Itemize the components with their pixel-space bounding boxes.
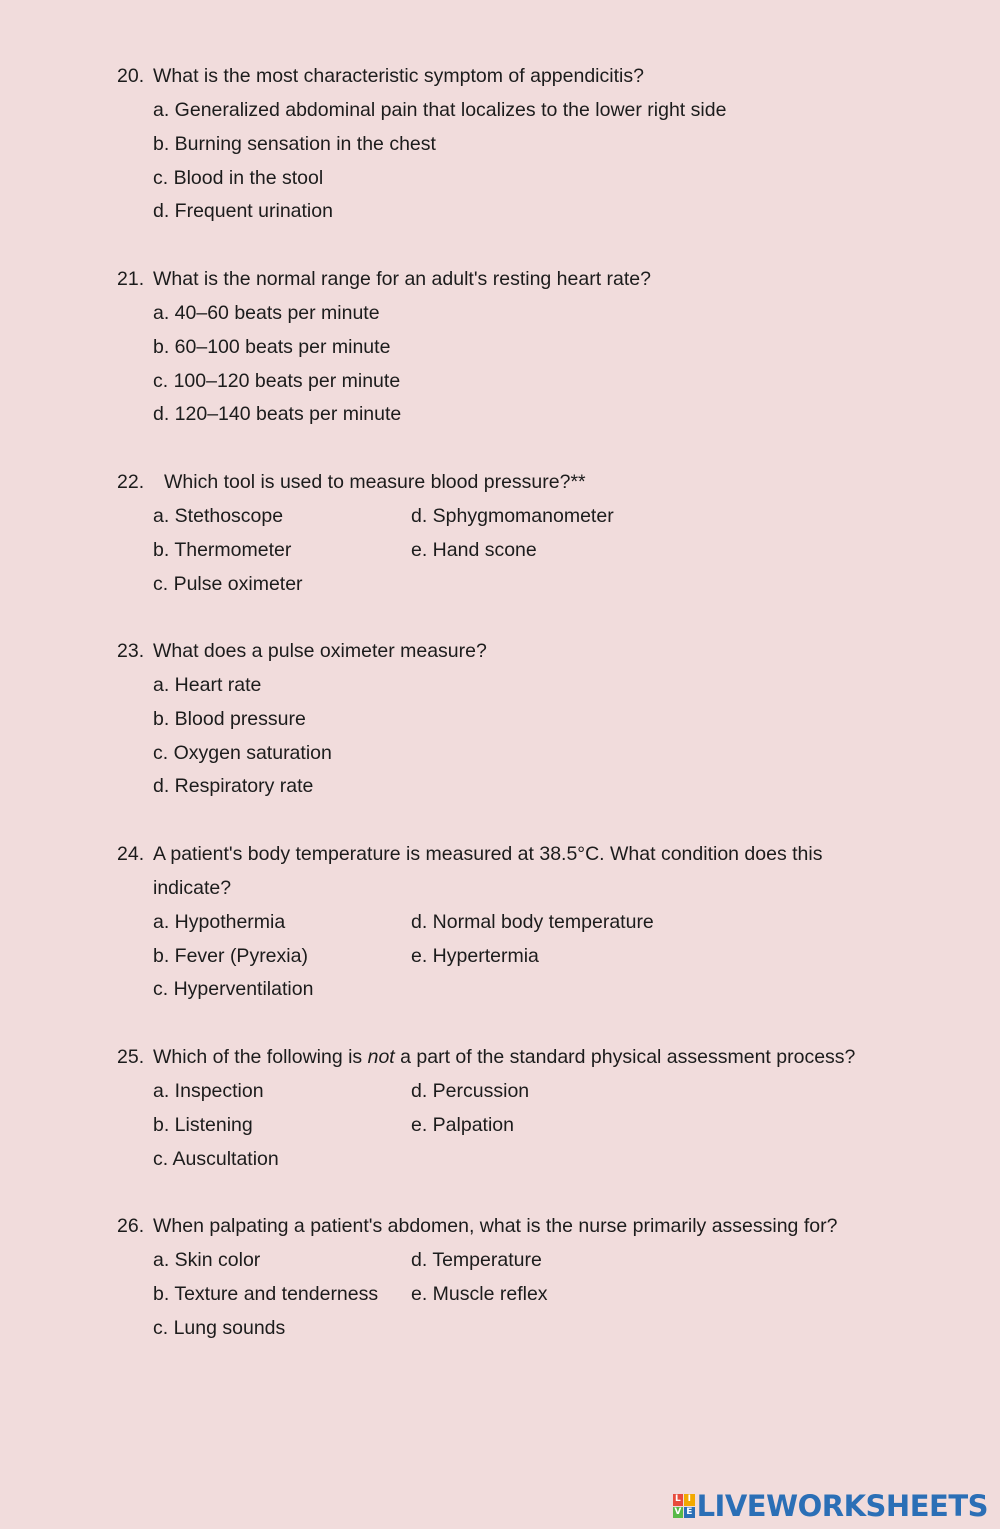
answer-option[interactable]: e. Hypertermia (411, 945, 539, 967)
answer-option[interactable]: b. Texture and tenderness (153, 1283, 379, 1305)
question-text: What is the most characteristic symptom of appendicitis? (153, 65, 644, 87)
answer-option[interactable]: a. Skin color (153, 1249, 261, 1271)
answer-option[interactable]: c. Auscultation (153, 1148, 279, 1170)
question-number: 23. (117, 640, 145, 662)
answer-option[interactable]: c. Blood in the stool (153, 167, 324, 189)
answer-option[interactable]: c. Hyperventilation (153, 978, 314, 1000)
answer-option[interactable]: e. Hand scone (411, 539, 537, 561)
answer-option[interactable]: b. Listening (153, 1114, 253, 1136)
question-number: 22. (117, 471, 145, 493)
liveworksheets-logo-icon (673, 1494, 695, 1518)
question-number: 25. (117, 1046, 145, 1068)
question-text (153, 1045, 855, 1069)
answer-option[interactable]: c. Lung sounds (153, 1317, 286, 1339)
question-number: 20. (117, 65, 145, 87)
answer-option[interactable]: a. 40–60 beats per minute (153, 302, 380, 324)
answer-option[interactable]: c. Oxygen saturation (153, 742, 332, 764)
question-number: 26. (117, 1215, 145, 1237)
answer-option[interactable]: b. Thermometer (153, 539, 292, 561)
logo-mark-letter: E (684, 1507, 695, 1519)
liveworksheets-logo[interactable] (673, 1488, 988, 1524)
answer-option[interactable]: b. Burning sensation in the chest (153, 133, 436, 155)
answer-option[interactable]: a. Heart rate (153, 674, 262, 696)
question-text-emphasis: not (367, 1046, 395, 1068)
answer-option[interactable]: d. Temperature (411, 1249, 542, 1271)
answer-option[interactable]: d. Sphygmomanometer (411, 505, 614, 527)
answer-option[interactable]: a. Generalized abdominal pain that localizes to the lower right side (153, 99, 727, 121)
answer-option[interactable]: d. 120–140 beats per minute (153, 403, 402, 425)
answer-option[interactable]: d. Respiratory rate (153, 775, 314, 797)
question-text-before: Which of the following is (153, 1046, 368, 1068)
answer-option[interactable]: b. Fever (Pyrexia) (153, 945, 308, 967)
question-text-continued: indicate? (153, 877, 232, 899)
question-text: What is the normal range for an adult's resting heart rate? (153, 268, 651, 290)
answer-option[interactable]: d. Percussion (411, 1080, 530, 1102)
answer-option[interactable]: e. Palpation (411, 1114, 514, 1136)
answer-option[interactable]: a. Hypothermia (153, 911, 286, 933)
logo-text: LIVEWORKSHEETS (696, 1489, 988, 1523)
question-text: When palpating a patient's abdomen, what is the nurse primarily assessing for? (153, 1215, 838, 1237)
answer-option[interactable]: d. Normal body temperature (411, 911, 654, 933)
answer-option[interactable]: a. Inspection (153, 1080, 264, 1102)
question-text-after: a part of the standard physical assessment process? (394, 1046, 856, 1068)
question-text: Which tool is used to measure blood pressure?** (164, 471, 586, 493)
answer-option[interactable]: c. 100–120 beats per minute (153, 370, 401, 392)
logo-mark-letter: V (674, 1506, 682, 1517)
answer-option[interactable]: b. 60–100 beats per minute (153, 336, 391, 358)
answer-option[interactable]: c. Pulse oximeter (153, 573, 303, 595)
answer-option[interactable]: e. Muscle reflex (411, 1283, 548, 1305)
question-text: A patient's body temperature is measured at 38.5°C. What condition does this (153, 843, 823, 865)
question-text: What does a pulse oximeter measure? (153, 640, 487, 662)
logo-mark-letter: I (684, 1494, 695, 1506)
logo-mark-letter: L (673, 1494, 684, 1506)
answer-option[interactable]: d. Frequent urination (153, 200, 333, 222)
question-number: 24. (117, 843, 145, 865)
answer-option[interactable]: a. Stethoscope (153, 505, 284, 527)
question-number: 21. (117, 268, 145, 290)
answer-option[interactable]: b. Blood pressure (153, 708, 306, 730)
